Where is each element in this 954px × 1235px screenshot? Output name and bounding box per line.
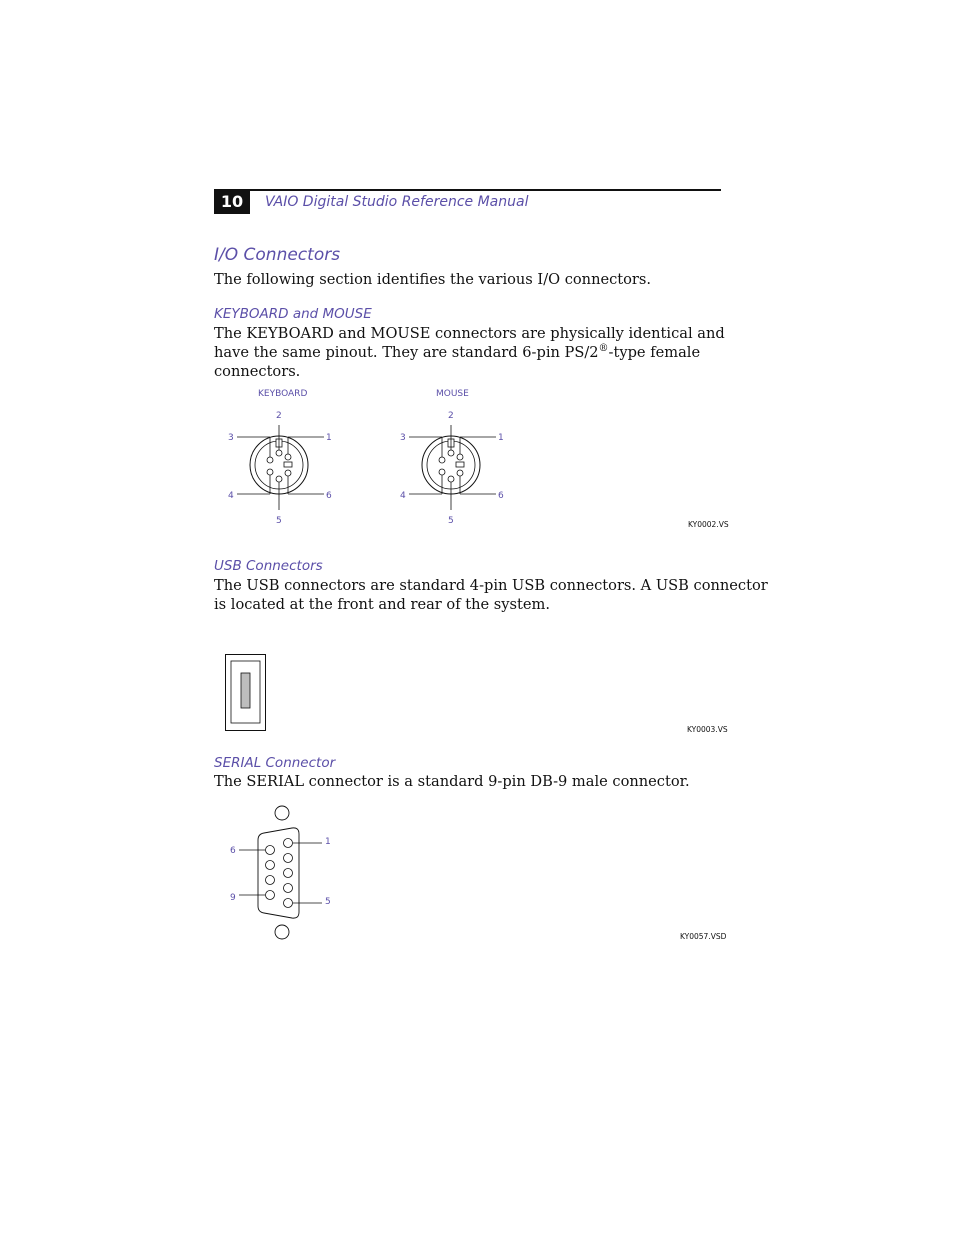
keyboard-pin-3: 3 (228, 433, 234, 443)
section-intro: The following section identifies the various I/O connectors. (214, 271, 652, 288)
keyboard-pin-2: 2 (276, 411, 282, 421)
serial-pin-5: 5 (325, 897, 331, 907)
keyboard-mouse-line-2-pre: have the same pinout. They are standard 6-pin PS/2 (214, 344, 599, 361)
usb-heading: USB Connectors (214, 558, 323, 574)
usb-file-id: KY0003.VS (687, 725, 728, 734)
serial-connector-diagram (224, 802, 344, 944)
serial-screw-top (275, 806, 289, 820)
mouse-pin-2: 2 (448, 411, 454, 421)
serial-heading: SERIAL Connector (214, 755, 336, 771)
serial-screw-bottom (275, 925, 289, 939)
serial-text: The SERIAL connector is a standard 9-pin DB-9 male connector. (214, 773, 690, 790)
page-number: 10 (214, 189, 250, 214)
mouse-pin-3: 3 (400, 433, 406, 443)
usb-contact-block (241, 673, 250, 708)
keyboard-mouse-text (214, 324, 724, 381)
keyboard-mouse-line-1: The KEYBOARD and MOUSE connectors are physically identical and (214, 325, 725, 342)
usb-text (214, 576, 768, 614)
mouse-label: MOUSE (436, 389, 469, 399)
serial-pin-1: 1 (325, 837, 331, 847)
usb-connector-diagram (224, 653, 270, 733)
keyboard-label: KEYBOARD (258, 389, 308, 399)
mouse-connector-diagram (394, 405, 514, 530)
keyboard-mouse-line-3: connectors. (214, 363, 301, 380)
usb-line-1: The USB connectors are standard 4-pin USB connectors. A USB connector (214, 577, 768, 594)
keyboard-pin-5: 5 (276, 516, 282, 526)
keyboard-pin-4: 4 (228, 491, 234, 501)
registered-mark: ® (598, 343, 609, 355)
mouse-pin-4: 4 (400, 491, 406, 501)
keyboard-mouse-heading: KEYBOARD and MOUSE (214, 306, 372, 322)
keyboard-mouse-line-2-post: -type female (608, 344, 701, 361)
keyboard-pin-6: 6 (326, 491, 332, 501)
usb-line-2: is located at the front and rear of the system. (214, 596, 550, 613)
header-rule (250, 189, 721, 191)
serial-pin-9: 9 (230, 893, 236, 903)
keyboard-mouse-file-id: KY0002.VS (688, 520, 729, 529)
section-title: I/O Connectors (214, 245, 341, 265)
mouse-pin-6: 6 (498, 491, 504, 501)
keyboard-pin-1: 1 (326, 433, 332, 443)
mouse-pin-5: 5 (448, 516, 454, 526)
serial-pin-6: 6 (230, 846, 236, 856)
mouse-pin-1: 1 (498, 433, 504, 443)
keyboard-mouse-line-2 (214, 343, 724, 362)
running-title: VAIO Digital Studio Reference Manual (265, 194, 529, 210)
keyboard-connector-diagram (222, 405, 342, 530)
serial-file-id: KY0057.VSD (680, 932, 727, 941)
